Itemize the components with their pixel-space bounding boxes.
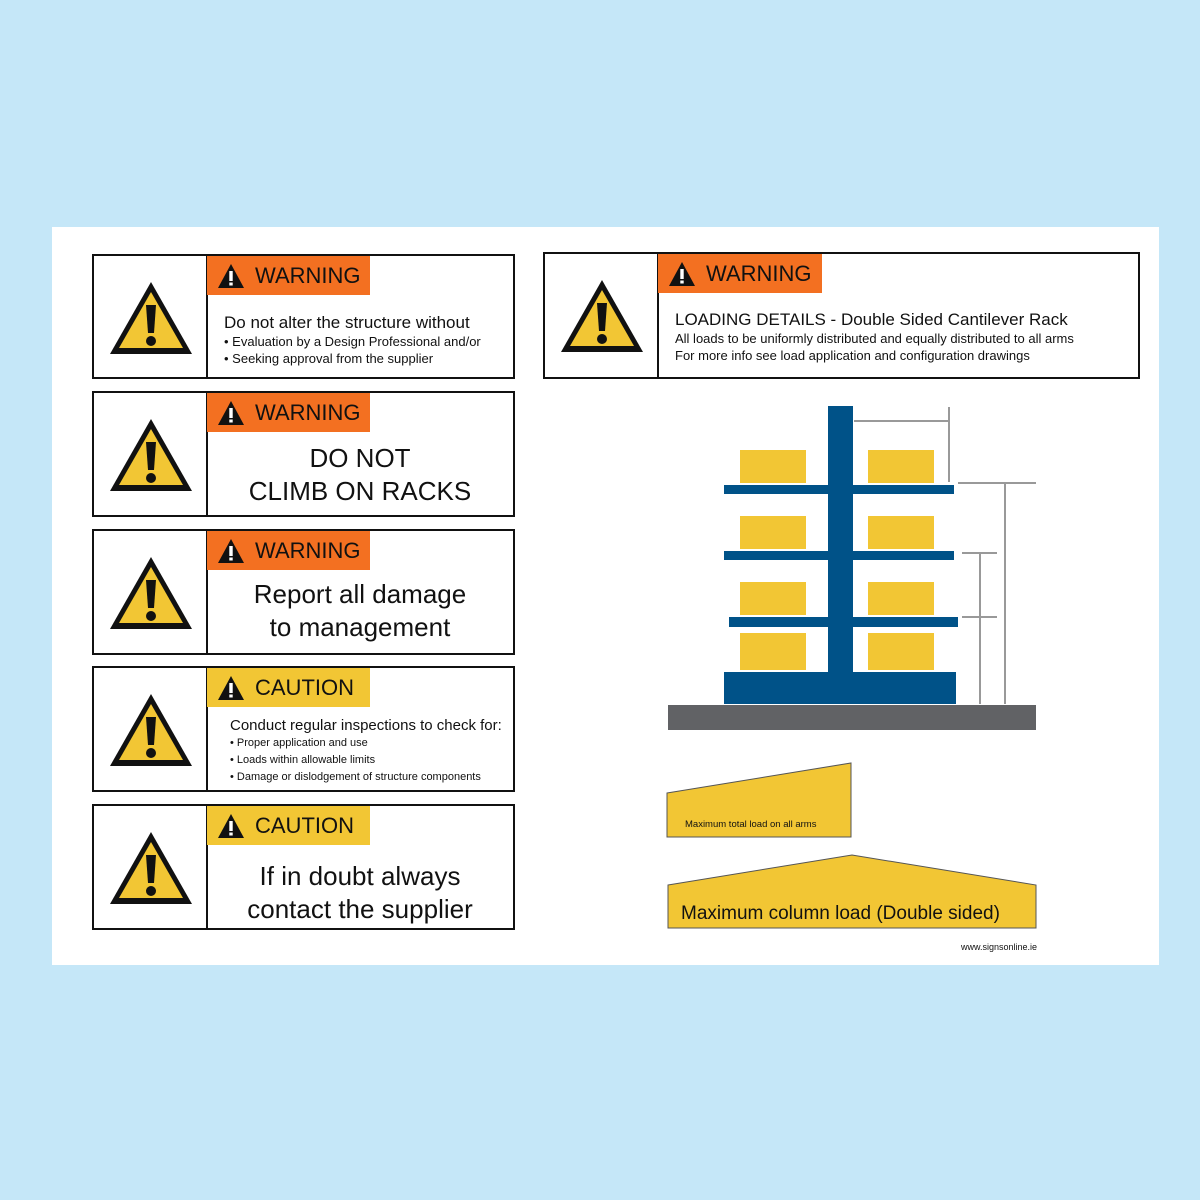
header-label: CAUTION (255, 812, 354, 838)
panel-line: If in doubt always (259, 861, 461, 891)
arms-load-label: Maximum total load on all arms (685, 819, 817, 830)
ground (668, 705, 1036, 730)
header-label: WARNING (255, 262, 361, 288)
website-footer: www.signsonline.ie (960, 942, 1037, 952)
loading-line: All loads to be uniformly distributed and equally distributed to all arms (675, 331, 1074, 346)
loading-title: LOADING DETAILS - Double Sided Cantilever Rack (675, 310, 1068, 329)
bullet: • Loads within allowable limits (230, 754, 376, 766)
panel-title: Do not alter the structure without (224, 313, 470, 332)
panel-title: Conduct regular inspections to check for: (230, 717, 502, 734)
panel-line: contact the supplier (247, 894, 473, 924)
panel-line: to management (269, 612, 451, 642)
bullet: • Seeking approval from the supplier (224, 351, 434, 366)
header-label: WARNING (255, 399, 361, 425)
header-label: WARNING (255, 537, 361, 563)
panel-line: Report all damage (253, 579, 467, 609)
loading-line: For more info see load application and configuration drawings (675, 348, 1030, 363)
header-label: CAUTION (255, 674, 354, 700)
panel-line: CLIMB ON RACKS (248, 476, 472, 506)
header-label: WARNING (706, 260, 812, 286)
column-load-label: Maximum column load (Double sided) (681, 903, 1000, 924)
bullet: • Damage or dislodgement of structure components (230, 771, 481, 783)
bullet: • Evaluation by a Design Professional and/or (224, 334, 481, 349)
bullet: • Proper application and use (230, 737, 368, 749)
panel-line: DO NOT (309, 443, 411, 473)
